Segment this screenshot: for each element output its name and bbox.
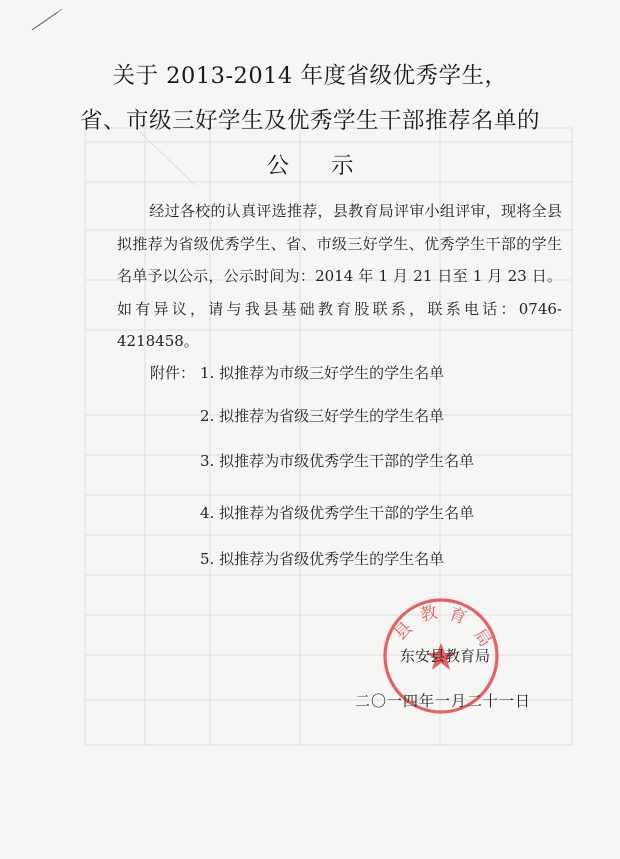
body-paragraph: 经过各校的认真评选推荐，县教育局评审小组评审，现将全县拟推荐为省级优秀学生、省、市级三好学生、优秀学生干部的学生名单予以公示，公示时间为：2014 年 1 月 21 日至 1 月 23 日。如有异议，请与我县基础教育股联系，联系电话：0746-4218458。: [117, 202, 562, 350]
issue-date: 二〇一四年一月二十一日: [355, 692, 532, 710]
attachment-item-5: 5. 拟推荐为省级优秀学生的学生名单: [200, 550, 445, 568]
title-line-3: 公示: [266, 153, 396, 179]
attachments-label: 附件：: [150, 364, 196, 382]
seal-char-1: 县: [390, 618, 417, 645]
pen-mark: [28, 6, 68, 36]
seal-char-2: 教: [418, 602, 440, 626]
seal-char-3: 育: [446, 603, 470, 629]
title-line-2: 省、市级三好学生及优秀学生干部推荐名单的: [79, 108, 540, 134]
attachment-item-4: 4. 拟推荐为省级优秀学生干部的学生名单: [200, 504, 475, 522]
attachment-item-1: 1. 拟推荐为市级三好学生的学生名单: [200, 364, 445, 382]
body-paragraph-block: [117, 195, 562, 358]
attachment-item-3: 3. 拟推荐为市级优秀学生干部的学生名单: [200, 452, 475, 470]
seal-char-4: 局: [469, 625, 496, 651]
issuing-organization: 东安县教育局: [400, 647, 491, 665]
title-line-1: 关于 2013-2014 年度省级优秀学生，: [112, 63, 508, 89]
attachment-item-2: 2. 拟推荐为省级三好学生的学生名单: [200, 407, 445, 425]
